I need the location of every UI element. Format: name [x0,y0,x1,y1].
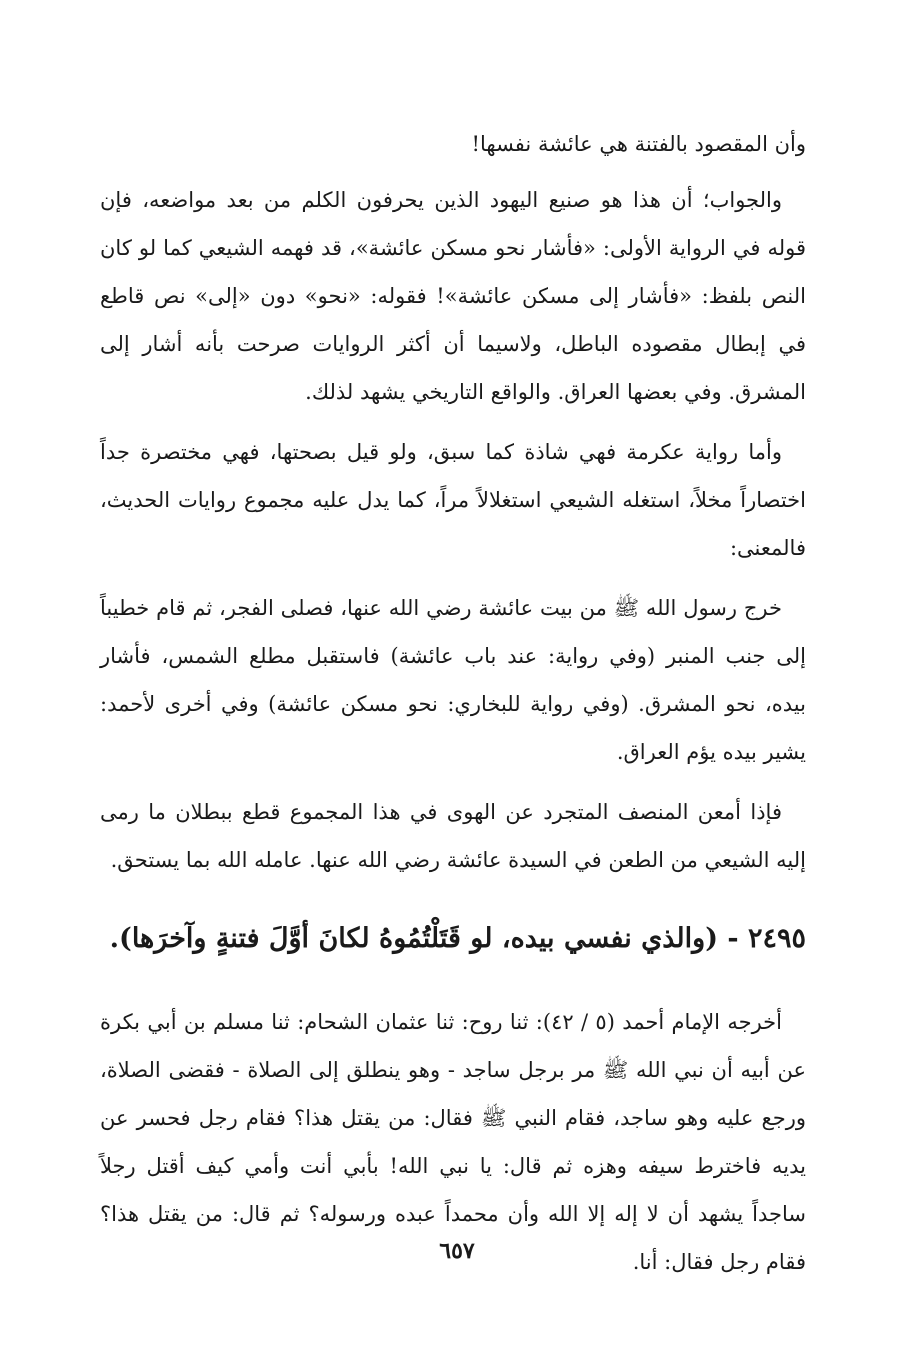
paragraph-intro: وأن المقصود بالفتنة هي عائشة نفسها! [471,132,806,156]
page-body [100,120,806,1298]
paragraph-takhrij: أخرجه الإمام أحمد (٥ / ٤٢): ثنا روح: ثنا عثمان الشحام: ثنا مسلم بن أبي بكرة عن أبيه أن نبي الله ﷺ مر برجل ساجد - وهو ينطلق إلى الصلاة - فقضى الصلاة، ورجع عليه وهو ساجد، فقام النبي ﷺ فقال: من يقتل هذا؟ فقام رجل فحسر عن يديه فاخترط سيفه وهزه ثم قال: يا نبي الله! بأبي أنت وأمي كيف أقتل رجلاً ساجداً يشهد أن لا إله إلا الله وأن محمداً عبده ورسوله؟ ثم قال: من يقتل هذا؟ فقام رجل فقال: أنا. [100,1010,806,1274]
paragraph-meaning: خرج رسول الله ﷺ من بيت عائشة رضي الله عنها، فصلى الفجر، ثم قام خطيباً إلى جنب المنبر (وفي رواية: عند باب عائشة) فاستقبل مطلع الشمس، فأشار بيده، نحو المشرق. (وفي رواية للبخاري: نحو مسكن عائشة) وفي أخرى لأحمد: يشير بيده يؤم العراق. [100,596,806,764]
paragraph-conclusion: فإذا أمعن المنصف المتجرد عن الهوى في هذا المجموع قطع ببطلان ما رمى إليه الشيعي من الطعن في السيدة عائشة رضي الله عنها. عامله الله بما يستحق. [100,800,806,872]
hadith-heading: ٢٤٩٥ - (والذي نفسي بيده، لو قَتَلْتُمُوهُ لكانَ أوَّلَ فتنةٍ وآخرَها). [109,923,806,954]
paragraph-ikrimah: وأما رواية عكرمة فهي شاذة كما سبق، ولو قيل بصحتها، فهي مختصرة جداً اختصاراً مخلاً، استغله الشيعي استغلالاً مراً، كما يدل عليه مجموع روايات الحديث، فالمعنى: [100,440,806,560]
page-number: ٦٥٧ [439,1238,475,1264]
paragraph-answer: والجواب؛ أن هذا هو صنيع اليهود الذين يحرفون الكلم من بعد مواضعه، فإن قوله في الرواية الأولى: «فأشار نحو مسكن عائشة»، قد فهمه الشيعي كما لو كان النص بلفظ: «فأشار إلى مسكن عائشة»! فقوله: «نحو» دون «إلى» نص قاطع في إبطال مقصوده الباطل، ولاسيما أن أكثر الروايات صرحت بأنه أشار إلى المشرق. وفي بعضها العراق. والواقع التاريخي يشهد لذلك. [100,188,806,404]
